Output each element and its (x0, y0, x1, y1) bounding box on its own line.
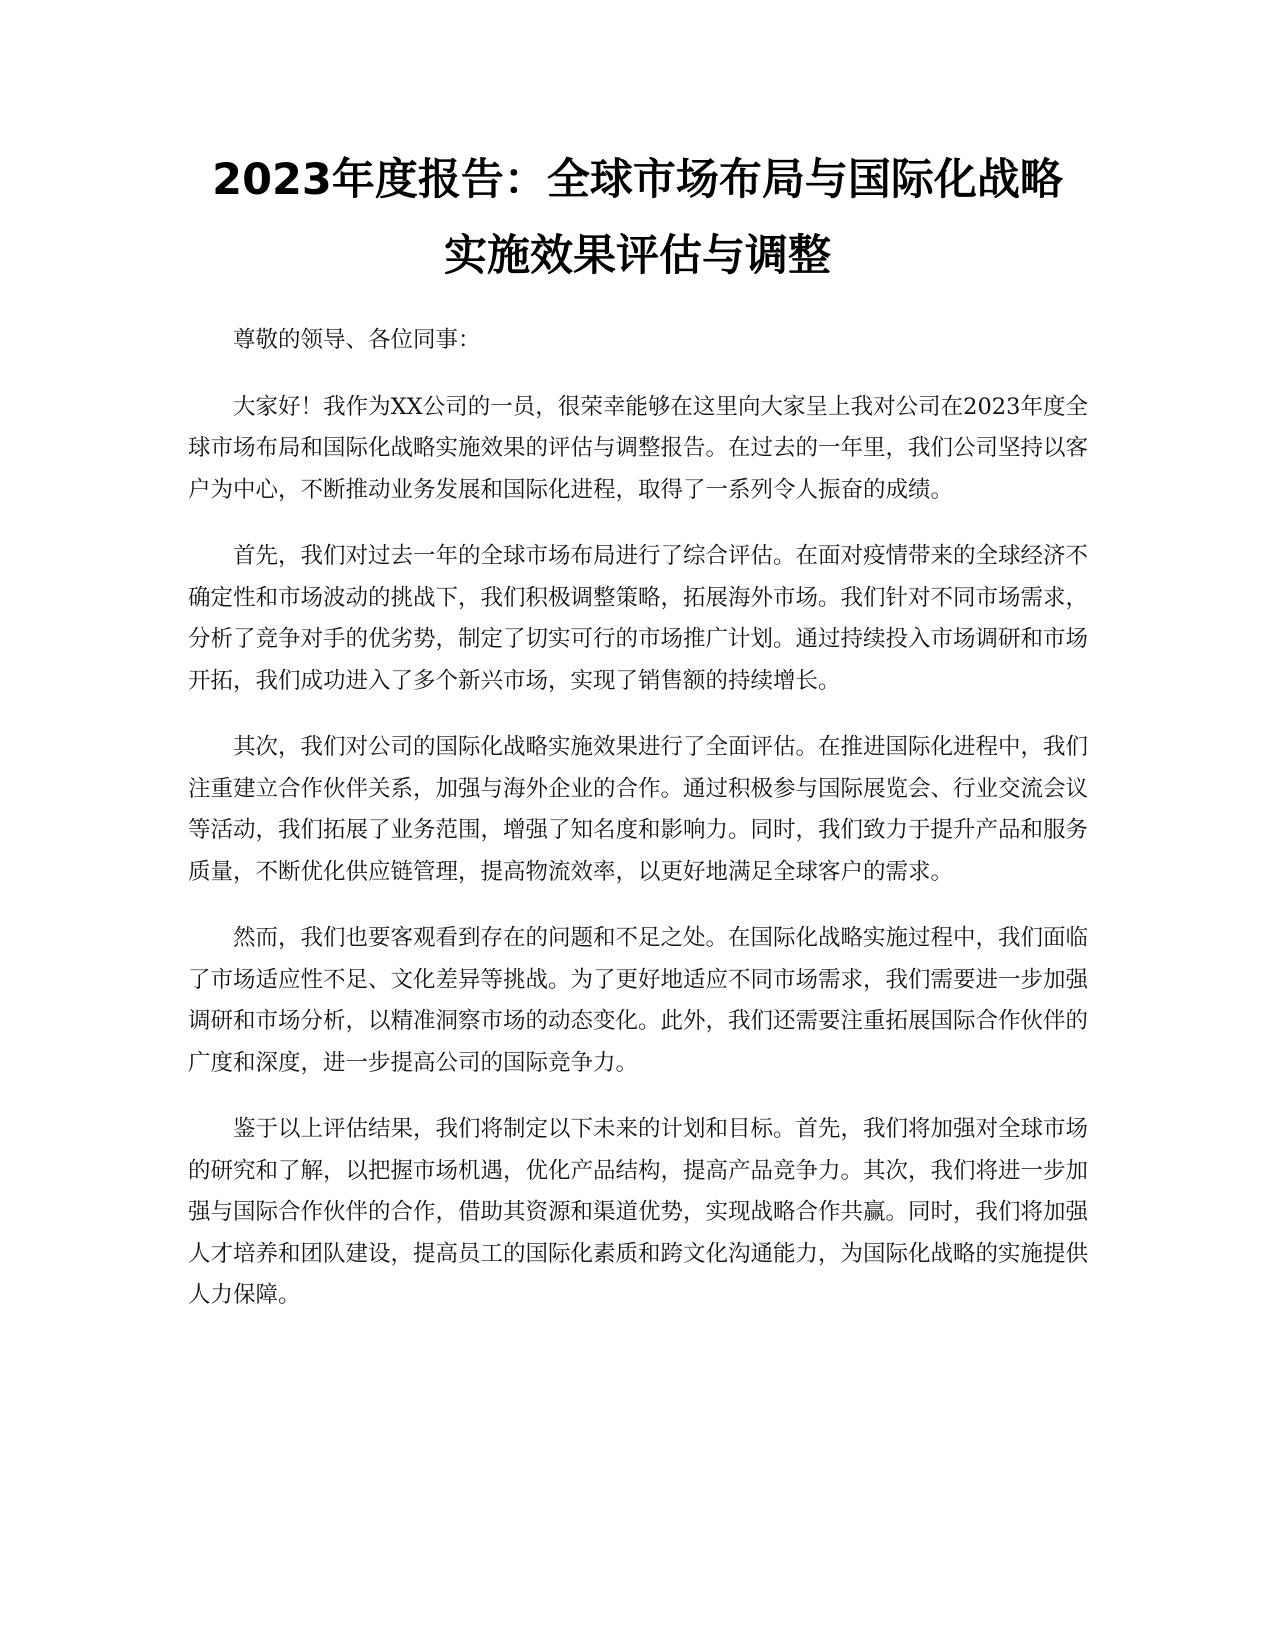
paragraph-5: 鉴于以上评估结果，我们将制定以下未来的计划和目标。首先，我们将加强对全球市场的研究和了解，以把握市场机遇，优化产品结构，提高产品竞争力。其次，我们将进一步加强与国际合作伙伴的合作，借助其资源和渠道优势，实现战略合作共赢。同时，我们将加强人才培养和团队建设，提高员工的国际化素质和跨文化沟通能力，为国际化战略的实施提供人力保障。 (188, 1116, 1089, 1308)
document-body (188, 320, 1088, 1342)
document-title-line-2: 实施效果评估与调整 (444, 231, 831, 281)
document-title-line-1: 2023年度报告：全球市场布局与国际化战略 (212, 155, 1063, 205)
salutation: 尊敬的领导、各位同事： (233, 327, 481, 353)
paragraph-2: 首先，我们对过去一年的全球市场布局进行了综合评估。在面对疫情带来的全球经济不确定性和市场波动的挑战下，我们积极调整策略，拓展海外市场。我们针对不同市场需求，分析了竞争对手的优劣势，制定了切实可行的市场推广计划。通过持续投入市场调研和市场开拓，我们成功进入了多个新兴市场，实现了销售额的持续增长。 (188, 543, 1089, 694)
paragraph-4: 然而，我们也要客观看到存在的问题和不足之处。在国际化战略实施过程中，我们面临了市场适应性不足、文化差异等挑战。为了更好地适应不同市场需求，我们需要进一步加强调研和市场分析，以精准洞察市场的动态变化。此外，我们还需要注重拓展国际合作伙伴的广度和深度，进一步提高公司的国际竞争力。 (188, 925, 1089, 1076)
paragraph-3: 其次，我们对公司的国际化战略实施效果进行了全面评估。在推进国际化进程中，我们注重建立合作伙伴关系，加强与海外企业的合作。通过积极参与国际展览会、行业交流会议等活动，我们拓展了业务范围，增强了知名度和影响力。同时，我们致力于提升产品和服务质量，不断优化供应链管理，提高物流效率，以更好地满足全球客户的需求。 (188, 734, 1089, 885)
paragraph-1: 大家好！我作为XX公司的一员，很荣幸能够在这里向大家呈上我对公司在2023年度全球市场布局和国际化战略实施效果的评估与调整报告。在过去的一年里，我们公司坚持以客户为中心，不断推动业务发展和国际化进程，取得了一系列令人振奋的成绩。 (188, 393, 1089, 503)
